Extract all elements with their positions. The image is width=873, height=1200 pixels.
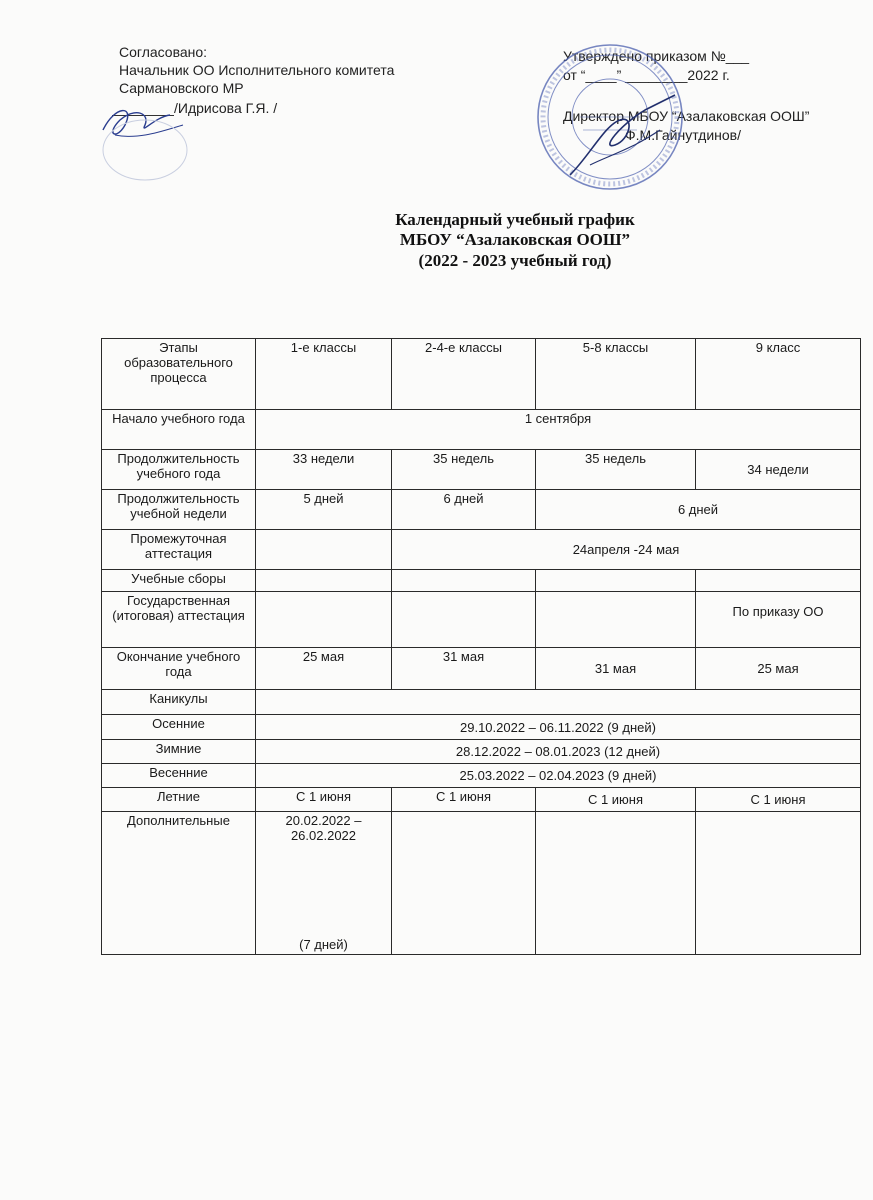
header-cell: 5-8 классы (536, 339, 696, 410)
row-value: С 1 июня (392, 788, 536, 812)
table-row (102, 648, 861, 690)
table-row (102, 410, 861, 450)
row-label: Летние (102, 788, 256, 812)
header-cell: 2-4-е классы (392, 339, 536, 410)
table-row (102, 740, 861, 764)
row-value: 35 недель (536, 450, 696, 490)
row-value: По приказу ОО (696, 592, 861, 648)
table-row (102, 450, 861, 490)
row-value: С 1 июня (536, 788, 696, 812)
row-value-empty (536, 592, 696, 648)
row-value: 5 дней (256, 490, 392, 530)
table-row (102, 715, 861, 740)
approval-right-order: Утверждено приказом №___ (563, 48, 750, 64)
row-value: С 1 июня (696, 788, 861, 812)
row-label: Зимние (102, 740, 256, 764)
row-label: Осенние (102, 715, 256, 740)
row-label: Продолжительность учебной недели (102, 490, 256, 530)
row-label: Окончание учебного года (102, 648, 256, 690)
row-value: 34 недели (696, 450, 861, 490)
table-header-row (102, 339, 861, 410)
table-row (102, 690, 861, 715)
approval-right-position: Директор МБОУ “Азалаковская ООШ” (563, 108, 810, 124)
approval-left-district: Сармановского МР (119, 80, 244, 96)
document-title: Календарный учебный график (395, 210, 635, 229)
header-cell: 9 класс (696, 339, 861, 410)
row-value-empty (256, 570, 392, 592)
row-label: Государственная (итоговая) аттестация (102, 592, 256, 648)
row-value-empty (256, 592, 392, 648)
row-value-empty (696, 570, 861, 592)
signature-right-image (560, 85, 680, 185)
row-value: 24апреля -24 мая (392, 530, 861, 570)
table-row (102, 788, 861, 812)
row-value: 25 мая (696, 648, 861, 690)
row-label: Начало учебного года (102, 410, 256, 450)
row-value: 1 сентября (256, 410, 861, 450)
extra-dates-start: 20.02.2022 – (285, 813, 362, 828)
header-cell: 1-е классы (256, 339, 392, 410)
row-value: 35 недель (392, 450, 536, 490)
school-year: (2022 - 2023 учебный год) (418, 251, 612, 270)
calendar-schedule-table (101, 338, 861, 955)
row-value-empty (696, 812, 861, 955)
row-value-empty (392, 570, 536, 592)
row-value-extra (256, 812, 392, 955)
row-value: 29.10.2022 – 06.11.2022 (9 дней) (256, 715, 861, 740)
row-value: 31 мая (536, 648, 696, 690)
row-value: 28.12.2022 – 08.01.2023 (12 дней) (256, 740, 861, 764)
table-row (102, 490, 861, 530)
school-name: МБОУ “Азалаковская ООШ” (399, 230, 631, 249)
row-value: 31 мая (392, 648, 536, 690)
row-label: Дополнительные (102, 812, 256, 955)
signature-left-image (95, 95, 190, 185)
table-row (102, 570, 861, 592)
row-value-empty (256, 530, 392, 570)
row-value-empty (536, 570, 696, 592)
row-label: Весенние (102, 764, 256, 788)
row-value: 6 дней (536, 490, 861, 530)
row-value: 25.03.2022 – 02.04.2023 (9 дней) (256, 764, 861, 788)
row-value: 25 мая (256, 648, 392, 690)
approval-right-name: Ф.М.Гайнутдинов/ (625, 127, 741, 143)
extra-dates-end: 26.02.2022 (290, 828, 357, 843)
approval-left-title: Согласовано: (119, 44, 208, 60)
row-value-empty (392, 592, 536, 648)
row-value: 6 дней (392, 490, 536, 530)
row-value: С 1 июня (256, 788, 392, 812)
row-value: 33 недели (256, 450, 392, 490)
approval-left-position: Начальник ОО Исполнительного комитета (119, 62, 395, 78)
row-label: Учебные сборы (102, 570, 256, 592)
approval-right-date: от “____” ________2022 г. (563, 67, 730, 83)
table-row (102, 592, 861, 648)
table-row (102, 764, 861, 788)
header-cell: Этапы образовательного процесса (102, 339, 256, 410)
row-label: Каникулы (102, 690, 256, 715)
table-row (102, 530, 861, 570)
row-value-empty (536, 812, 696, 955)
approval-left-name: /Идрисова Г.Я. / (174, 100, 278, 116)
row-label: Промежуточная аттестация (102, 530, 256, 570)
row-label: Продолжительность учебного года (102, 450, 256, 490)
row-value-empty (392, 812, 536, 955)
extra-days: (7 дней) (299, 937, 348, 952)
row-value-empty (256, 690, 861, 715)
table-row (102, 812, 861, 955)
